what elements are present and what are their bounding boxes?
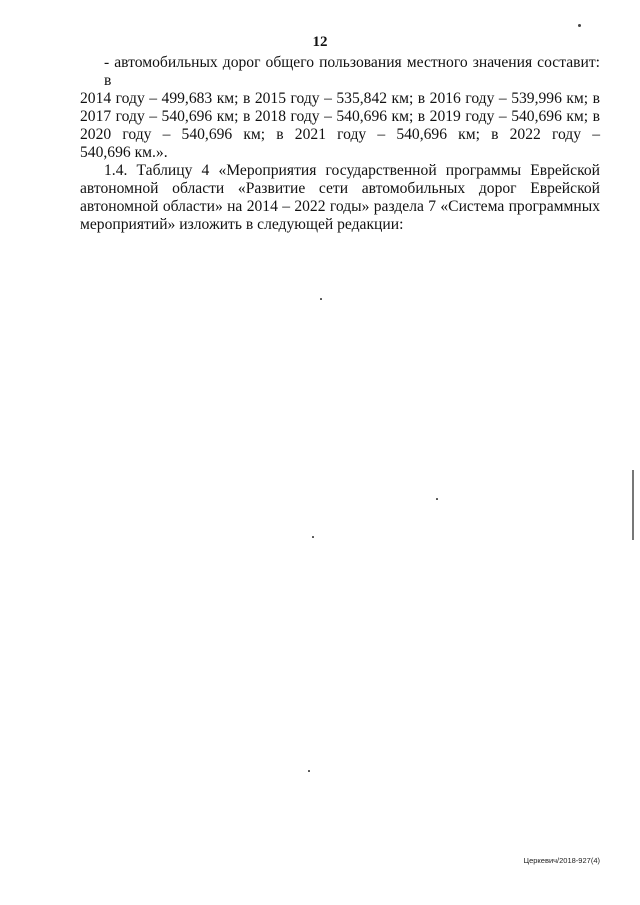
paragraph-2-line-3: автономной области» на 2014 – 2022 годы» раздела 7 «Система программных: [80, 198, 600, 215]
paragraph-1-line-2: 2014 году – 499,683 км; в 2015 году – 535,842 км; в 2016 году – 539,996 км; в: [80, 90, 600, 107]
scan-speck: [436, 498, 438, 500]
paragraph-2-line-4: мероприятий» изложить в следующей редакции:: [80, 216, 404, 233]
page-number: 12: [312, 34, 328, 50]
paragraph-1-line-4: 2020 году – 540,696 км; в 2021 году – 540,696 км; в 2022 году –: [80, 126, 600, 143]
document-registration-code: Церкевич/2018-927(4): [523, 856, 600, 865]
scan-speck: [578, 24, 581, 27]
scan-speck: [308, 770, 310, 772]
paragraph-2-line-2: автономной области «Развитие сети автомобильных дорог Еврейской: [80, 180, 600, 197]
scan-speck: [320, 298, 322, 300]
document-body: [80, 54, 600, 234]
scan-speck: [312, 536, 314, 538]
paragraph-1-line-1: - автомобильных дорог общего пользования местного значения составит: в: [104, 54, 600, 89]
paragraph-1-line-3: 2017 году – 540,696 км; в 2018 году – 540,696 км; в 2019 году – 540,696 км; в: [80, 108, 600, 125]
scan-edge-mark: [632, 470, 634, 540]
paragraph-1-line-5: 540,696 км.».: [80, 144, 168, 161]
paragraph-2-line-1: 1.4. Таблицу 4 «Мероприятия государственной программы Еврейской: [104, 162, 600, 179]
